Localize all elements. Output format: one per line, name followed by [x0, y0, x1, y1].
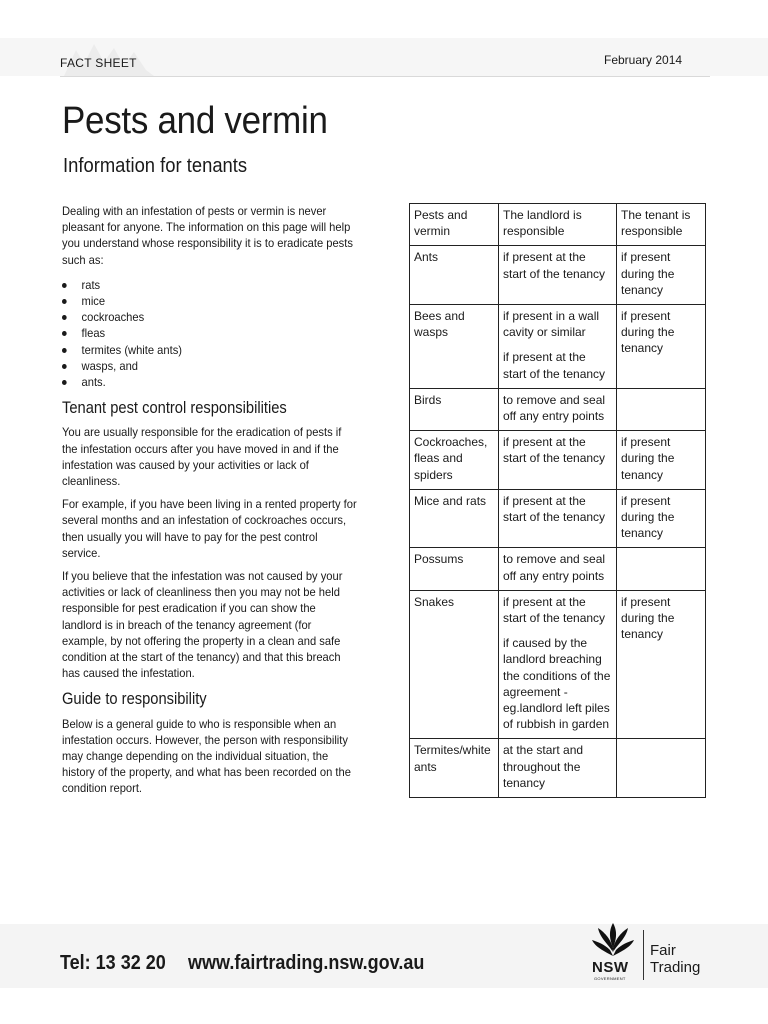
bullet-dot-icon — [62, 380, 67, 385]
bullet-dot-icon — [62, 348, 67, 353]
section-heading-responsibilities: Tenant pest control responsibilities — [62, 398, 287, 418]
header-divider — [60, 76, 710, 77]
landlord-condition: if present at the start of the tenancy — [503, 594, 606, 626]
column-header-landlord: The landlord is responsible — [499, 204, 617, 246]
table-header-row — [410, 204, 706, 246]
table-row — [410, 489, 706, 548]
intro-paragraph: Dealing with an infestation of pests or vermin is never pleasant for anyone. The information on this page will help you understand whose responsibility it is to eradicate pests such as: — [62, 204, 353, 267]
cell-pest: Termites/white ants — [410, 739, 499, 798]
landlord-condition: if present at the start of the tenancy — [503, 350, 606, 381]
bullet-dot-icon — [62, 283, 67, 288]
fact-sheet-label: FACT SHEET — [60, 56, 137, 70]
cell-pest: Snakes — [410, 590, 499, 739]
logo-fair-trading-text: Fair Trading — [650, 942, 701, 976]
cell-tenant — [617, 388, 706, 430]
table-row — [410, 590, 706, 739]
cell-tenant — [617, 548, 706, 590]
publication-date: February 2014 — [604, 53, 683, 67]
landlord-condition: if present in a wall cavity or similar — [503, 309, 600, 340]
logo-nsw-text: NSW — [592, 959, 629, 976]
cell-landlord — [499, 305, 617, 389]
cell-landlord — [499, 548, 617, 590]
cell-landlord — [499, 489, 617, 548]
landlord-condition: if present at the start of the tenancy — [503, 435, 606, 466]
table-row — [410, 739, 706, 798]
cell-pest: Cockroaches, fleas and spiders — [410, 431, 499, 490]
cell-tenant: if present during the tenancy — [617, 489, 706, 548]
bullet-dot-icon — [62, 331, 67, 336]
responsibility-table — [409, 203, 706, 798]
page-title: Pests and vermin — [62, 100, 328, 142]
cell-landlord — [499, 590, 617, 739]
list-item: mice — [62, 293, 358, 309]
table-row — [410, 548, 706, 590]
paragraph: For example, if you have been living in a rented property for several months and an infestation of cockroaches occurs, then usually you will have to pay for the pest control service. — [62, 497, 357, 560]
bullet-dot-icon — [62, 315, 67, 320]
paragraph: You are usually responsible for the eradication of pests if the infestation occurs after you have moved in and if the infestation was caused by your activities or lack of cleanliness. — [62, 425, 342, 488]
landlord-condition: to remove and seal off any entry points — [503, 392, 606, 424]
cell-landlord — [499, 431, 617, 490]
table-row — [410, 246, 706, 305]
list-item: wasps, and — [62, 358, 358, 374]
landlord-condition: at the start and throughout the tenancy — [503, 743, 584, 790]
bullet-dot-icon — [62, 364, 67, 369]
page-subtitle: Information for tenants — [63, 155, 248, 177]
cell-landlord — [499, 388, 617, 430]
section-heading-guide: Guide to responsibility — [62, 689, 207, 709]
list-item: ants. — [62, 374, 358, 390]
paragraph: Below is a general guide to who is responsible when an infestation occurs. However, the person with responsibility may change depending on the individual situation, the history of the property, and what has been recorded on the condition report. — [62, 716, 351, 796]
table-row — [410, 388, 706, 430]
logo-government-text: GOVERNMENT — [594, 976, 626, 981]
footer-website: www.fairtrading.nsw.gov.au — [188, 952, 425, 974]
column-header-pest: Pests and vermin — [410, 204, 499, 246]
cell-tenant: if present during the tenancy — [617, 590, 706, 739]
footer-phone: Tel: 13 32 20 — [60, 952, 166, 974]
table-row — [410, 305, 706, 389]
cell-pest: Birds — [410, 388, 499, 430]
landlord-condition: if present at the start of the tenancy — [503, 250, 606, 281]
list-item: cockroaches — [62, 309, 358, 325]
nsw-fair-trading-logo — [588, 922, 718, 980]
cell-pest: Ants — [410, 246, 499, 305]
landlord-condition: to remove and seal off any entry points — [503, 552, 606, 583]
waratah-logo-icon — [588, 922, 638, 958]
cell-tenant: if present during the tenancy — [617, 431, 706, 490]
column-header-tenant: The tenant is responsible — [617, 204, 706, 246]
cell-tenant: if present during the tenancy — [617, 305, 706, 389]
cell-landlord — [499, 246, 617, 305]
cell-landlord — [499, 739, 617, 798]
logo-divider — [643, 930, 644, 980]
cell-tenant — [617, 739, 706, 798]
left-column — [62, 203, 357, 804]
table-row — [410, 431, 706, 490]
landlord-condition: if present at the start of the tenancy — [503, 493, 606, 525]
cell-pest: Possums — [410, 548, 499, 590]
list-item: fleas — [62, 325, 358, 341]
bullet-dot-icon — [62, 299, 67, 304]
landlord-condition: if caused by the landlord breaching the conditions of the agreement - eg.landlord left piles of rubbish in garden — [503, 636, 611, 732]
list-item: termites (white ants) — [62, 342, 358, 358]
cell-pest: Mice and rats — [410, 489, 499, 548]
list-item: rats — [62, 277, 358, 293]
cell-tenant: if present during the tenancy — [617, 246, 706, 305]
paragraph: If you believe that the infestation was not caused by your activities or lack of cleanliness then you may not be held responsible for pest eradication if you can show the landlord is in breach of the tenancy agreement (for example, by not offering the property in a clean and safe condition at the start of the tenancy) and that this breach has caused the infestation. — [62, 568, 343, 681]
pests-list — [62, 277, 358, 390]
cell-pest: Bees and wasps — [410, 305, 499, 389]
